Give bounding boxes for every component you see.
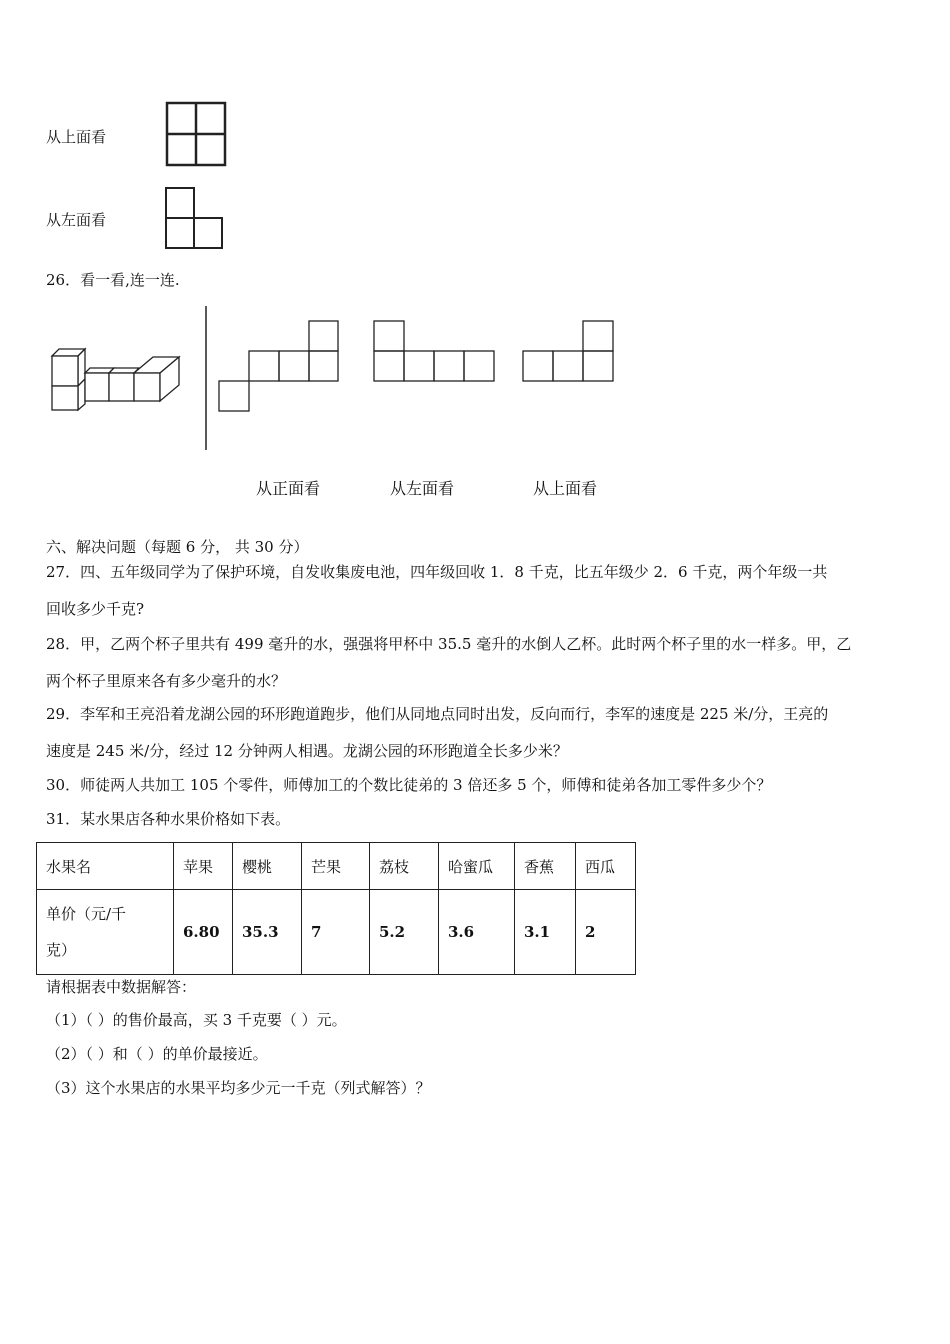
caption-left-view: 从左面看 — [390, 479, 455, 498]
q26-title: 26．看一看,连一连. — [46, 271, 180, 289]
table-header-cell: 香蕉 — [515, 843, 576, 890]
label-view-from-left: 从左面看 — [46, 211, 107, 229]
caption-top-view: 从上面看 — [533, 479, 598, 498]
q31-text: 31．某水果店各种水果价格如下表。 — [46, 810, 291, 828]
table-header-cell: 西瓜 — [576, 843, 636, 890]
table-price-row — [37, 890, 636, 975]
table-price-cell: 5.2 — [370, 890, 439, 975]
q29-line-1: 29．李军和王亮沿着龙湖公园的环形跑道跑步，他们从同地点同时出发，反向而行，李军的速度是 225 米/分，王亮的 — [46, 705, 829, 723]
subq-3: （3）这个水果店的水果平均多少元一千克（列式解答）？ — [46, 1079, 431, 1097]
view-option-2-figure — [372, 319, 496, 383]
q28-line-2: 两个杯子里原来各有多少毫升的水？ — [46, 672, 287, 690]
table-header-cell: 哈蜜瓜 — [439, 843, 515, 890]
left-view-figure — [164, 186, 226, 252]
subq-intro: 请根据表中数据解答： — [46, 978, 197, 996]
q27-line-1: 27．四、五年级同学为了保护环境，自发收集废电池，四年级回收 1．8 千克，比五年级少 2．6 千克，两个年级一共 — [46, 563, 828, 581]
subq-2: （2）（ ）和（ ）的单价最接近。 — [46, 1045, 268, 1063]
top-view-figure — [164, 100, 228, 168]
view-option-1-figure — [218, 319, 340, 413]
table-header-label: 水果名 — [37, 843, 174, 890]
caption-front-view: 从正面看 — [256, 479, 321, 498]
table-header-cell: 苹果 — [174, 843, 233, 890]
fruit-price-table — [36, 842, 636, 975]
q28-line-1: 28．甲，乙两个杯子里共有 499 毫升的水，强强将甲杯中 35.5 毫升的水倒人乙杯。此时两个杯子里的水一样多。甲，乙 — [46, 635, 852, 653]
table-price-cell: 7 — [302, 890, 370, 975]
table-header-row — [37, 843, 636, 890]
table-price-cell: 2 — [576, 890, 636, 975]
table-price-cell: 3.1 — [515, 890, 576, 975]
divider-line — [204, 306, 208, 452]
table-price-label — [37, 890, 174, 975]
table-header-cell: 芒果 — [302, 843, 370, 890]
price-label-line-1: 单价（元/千 — [46, 905, 127, 923]
label-view-from-top: 从上面看 — [46, 128, 107, 146]
section-6-heading: 六、解决问题（每题 6 分， 共 30 分） — [46, 538, 309, 556]
table-header-cell: 荔枝 — [370, 843, 439, 890]
price-label-line-2: 克） — [46, 941, 77, 959]
view-option-3-figure — [520, 319, 616, 383]
table-price-cell: 3.6 — [439, 890, 515, 975]
q30-text: 30．师徒两人共加工 105 个零件，师傅加工的个数比徒弟的 3 倍还多 5 个，师傅和徒弟各加工零件多少个？ — [46, 776, 772, 794]
q27-line-2: 回收多少千克? — [46, 600, 145, 618]
table-header-cell: 樱桃 — [233, 843, 302, 890]
q29-line-2: 速度是 245 米/分，经过 12 分钟两人相遇。龙湖公园的环形跑道全长多少米？ — [46, 742, 568, 760]
subq-1: （1）（ ）的售价最高，买 3 千克要（ ）元。 — [46, 1011, 347, 1029]
table-price-cell: 6.80 — [174, 890, 233, 975]
cube-stack-figure — [48, 348, 184, 414]
table-price-cell: 35.3 — [233, 890, 302, 975]
